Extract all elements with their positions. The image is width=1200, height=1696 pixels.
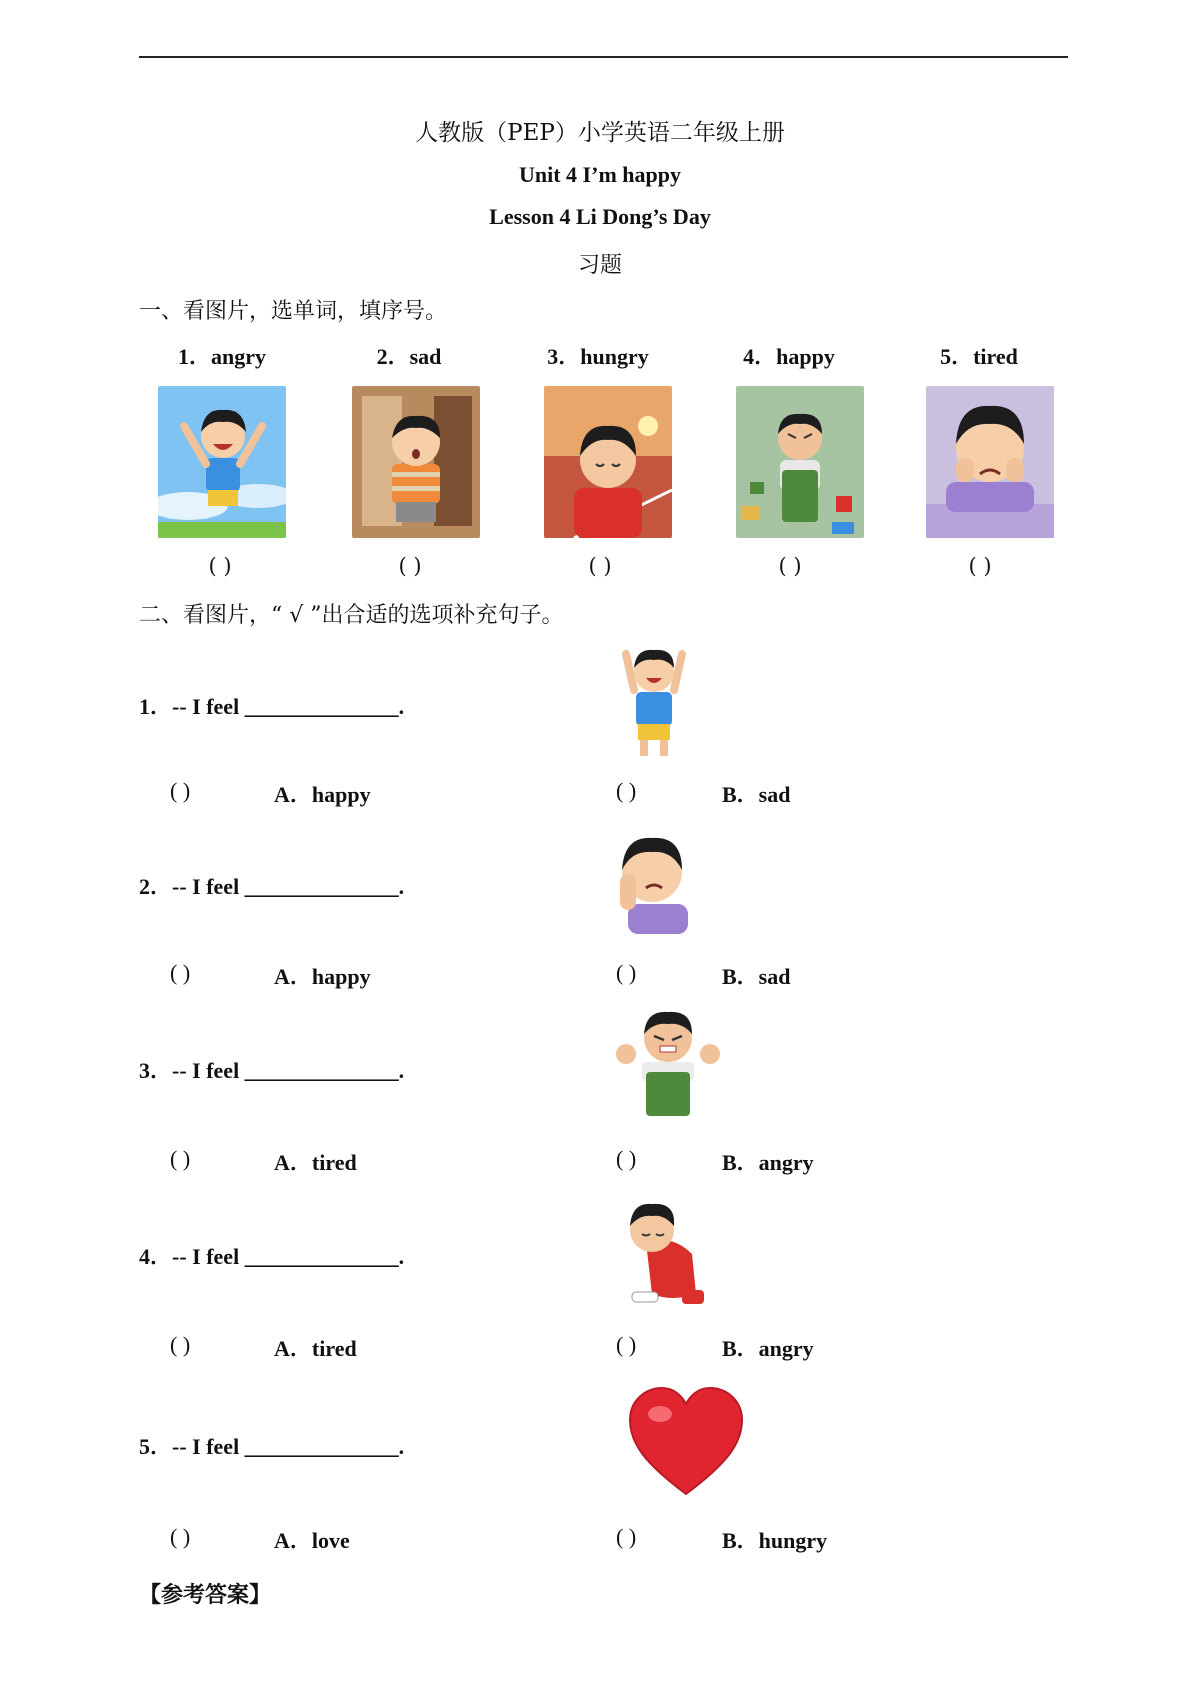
angry-boy-icon <box>612 1006 732 1126</box>
angry-boy-icon <box>736 386 864 538</box>
q1-option-a: A．happy <box>274 782 371 807</box>
question-4: 4．-- I feel ______________. <box>139 1244 405 1269</box>
section1-heading: 一、看图片，选单词，填序号。 <box>139 299 448 324</box>
hungry-boy-icon <box>352 386 480 538</box>
answer-blank-5[interactable]: ( ) <box>968 554 992 578</box>
word-4: 4．happy <box>743 344 835 369</box>
unit-title: Unit 4 I’m happy <box>519 162 681 187</box>
happy-boy-icon <box>612 644 732 764</box>
q3-option-b-mark[interactable]: ( ) <box>616 1146 637 1171</box>
q3-option-a: A．tired <box>274 1150 357 1175</box>
tired-boy-icon <box>544 386 672 538</box>
q2-option-b: B．sad <box>722 964 791 989</box>
doc-title: 人教版（PEP）小学英语二年级上册 <box>415 120 785 146</box>
top-rule <box>139 56 1068 58</box>
exercise-title: 习题 <box>577 253 622 278</box>
question-2: 2．-- I feel ______________. <box>139 874 405 899</box>
q2-option-a-mark[interactable]: ( ) <box>170 960 191 985</box>
word-2: 2．sad <box>376 344 442 369</box>
answer-blank-1[interactable]: ( ) <box>208 554 232 578</box>
answer-blank-4[interactable]: ( ) <box>778 554 802 578</box>
word-3: 3．hungry <box>547 344 649 369</box>
q1-option-b-mark[interactable]: ( ) <box>616 778 637 803</box>
heart-icon <box>626 1384 746 1504</box>
answer-blank-3[interactable]: ( ) <box>588 554 612 578</box>
word-5: 5．tired <box>940 344 1018 369</box>
q3-option-b: B．angry <box>722 1150 814 1175</box>
q1-option-a-mark[interactable]: ( ) <box>170 778 191 803</box>
question-5: 5．-- I feel ______________. <box>139 1434 405 1459</box>
q1-option-b: B．sad <box>722 782 791 807</box>
q4-option-a: A．tired <box>274 1336 357 1361</box>
happy-boy-icon <box>158 386 286 538</box>
q2-option-a: A．happy <box>274 964 371 989</box>
tired-boy-icon <box>612 1194 732 1314</box>
q5-option-b-mark[interactable]: ( ) <box>616 1524 637 1549</box>
question-3: 3．-- I feel ______________. <box>139 1058 405 1083</box>
q4-option-b-mark[interactable]: ( ) <box>616 1332 637 1357</box>
q3-option-a-mark[interactable]: ( ) <box>170 1146 191 1171</box>
question-1: 1．-- I feel ______________. <box>139 694 405 719</box>
word-1: 1．angry <box>177 344 266 369</box>
q4-option-a-mark[interactable]: ( ) <box>170 1332 191 1357</box>
section2-heading: 二、看图片，“ √ ”出合适的选项补充句子。 <box>139 603 564 628</box>
sad-boy-icon <box>612 824 732 944</box>
q2-option-b-mark[interactable]: ( ) <box>616 960 637 985</box>
q5-option-a: A．love <box>274 1528 350 1553</box>
sad-boy-icon <box>926 386 1054 538</box>
answer-blank-2[interactable]: ( ) <box>398 554 422 578</box>
lesson-title: Lesson 4 Li Dong’s Day <box>489 204 711 229</box>
q4-option-b: B．angry <box>722 1336 814 1361</box>
q5-option-a-mark[interactable]: ( ) <box>170 1524 191 1549</box>
answer-key-heading: 【参考答案】 <box>139 1582 272 1608</box>
q5-option-b: B．hungry <box>722 1528 828 1553</box>
